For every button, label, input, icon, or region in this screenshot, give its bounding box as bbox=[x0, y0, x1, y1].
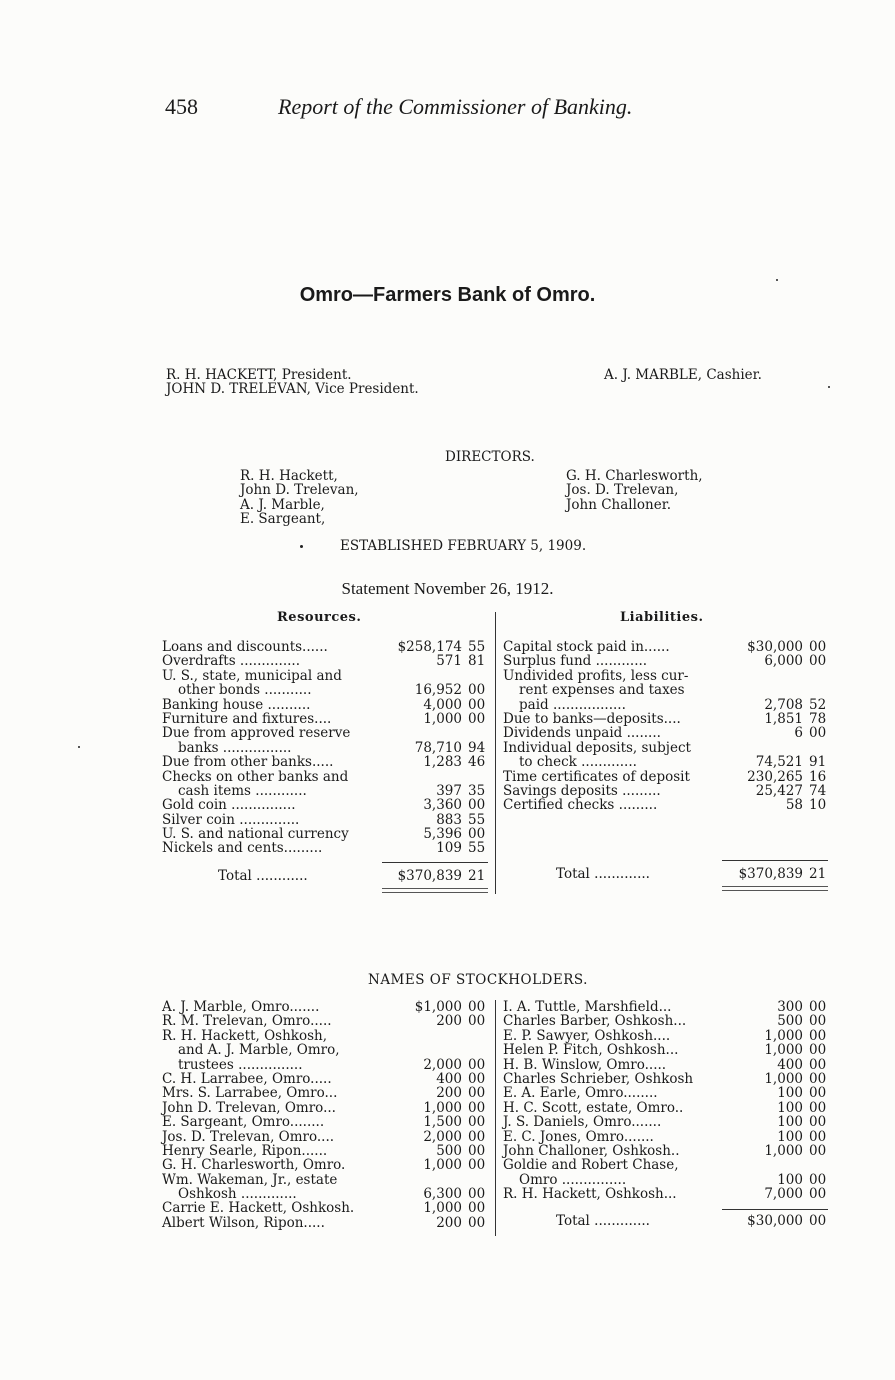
liabilities-total-double-rule bbox=[722, 886, 828, 891]
resource-row-amount: 1,283 bbox=[423, 754, 462, 771]
stockholder-row-amount: 200 bbox=[436, 1085, 462, 1102]
resource-row-label: other bonds ........... bbox=[178, 682, 312, 699]
stockholder-row-amount: $1,000 bbox=[414, 999, 462, 1015]
stockholder-row-cents: 00 bbox=[468, 1085, 486, 1102]
resource-row-cents: 00 bbox=[468, 826, 486, 843]
stockholder-row-label: Charles Barber, Oshkosh... bbox=[503, 1013, 687, 1030]
stockholder-row-label: J. S. Daniels, Omro....... bbox=[503, 1114, 662, 1131]
stockholder-row bbox=[503, 1187, 833, 1201]
resource-row-cents: 55 bbox=[468, 840, 486, 857]
liability-row-label: Certified checks ......... bbox=[503, 797, 658, 814]
resources-total-double-rule bbox=[382, 888, 488, 893]
stockholder-row-cents: 00 bbox=[468, 1099, 486, 1116]
liability-row-amount: 6 bbox=[794, 725, 803, 742]
directors-heading: DIRECTORS. bbox=[445, 449, 535, 465]
stockholder-row-label: R. M. Trelevan, Omro..... bbox=[162, 1013, 332, 1030]
stockholders-total-label: Total ............. bbox=[556, 1213, 650, 1229]
stockholder-row-cents: 00 bbox=[809, 1142, 827, 1159]
resource-row-cents: 00 bbox=[468, 710, 486, 727]
liability-row-cents: 74 bbox=[809, 782, 827, 799]
stockholder-row-label: Wm. Wakeman, Jr., estate bbox=[162, 1171, 338, 1188]
stockholders-total-cents: 00 bbox=[809, 1213, 827, 1229]
resource-row-amount: 5,396 bbox=[423, 826, 462, 843]
stockholder-row-label: R. H. Hackett, Oshkosh... bbox=[503, 1186, 677, 1203]
liability-row-label: Capital stock paid in...... bbox=[503, 639, 670, 655]
stockholder-row-label: E. C. Jones, Omro....... bbox=[503, 1128, 654, 1145]
stockholder-row-cents: 00 bbox=[468, 1200, 486, 1217]
resource-row bbox=[162, 669, 492, 683]
vice-president-line: JOHN D. TRELEVAN, Vice President. bbox=[166, 381, 419, 398]
stockholder-row bbox=[162, 1187, 492, 1201]
stockholder-row bbox=[503, 1000, 833, 1014]
resource-row bbox=[162, 683, 492, 697]
resource-row bbox=[162, 698, 492, 712]
statement-column-divider bbox=[495, 612, 496, 894]
stockholder-row bbox=[503, 1014, 833, 1028]
stockholders-total bbox=[503, 1214, 833, 1228]
resource-row-amount: 397 bbox=[436, 782, 462, 799]
stockholder-row-label: Charles Schrieber, Oshkosh bbox=[503, 1070, 694, 1087]
liabilities-total-amount: $370,839 bbox=[738, 866, 803, 882]
liability-row-label: to check ............. bbox=[519, 754, 637, 771]
resource-row bbox=[162, 755, 492, 769]
liabilities-list bbox=[503, 640, 833, 813]
stockholder-row-amount: 400 bbox=[436, 1070, 462, 1087]
liabilities-total-cents: 21 bbox=[809, 866, 827, 882]
stockholder-row bbox=[503, 1043, 833, 1057]
liability-row-cents: 00 bbox=[809, 725, 827, 742]
stockholder-row-label: C. H. Larrabee, Omro..... bbox=[162, 1070, 332, 1087]
stockholder-row-label: Albert Wilson, Ripon..... bbox=[162, 1214, 325, 1231]
stockholder-row-amount: 1,000 bbox=[764, 1070, 803, 1087]
resource-row-label: cash items ............ bbox=[178, 782, 307, 799]
stockholder-row bbox=[503, 1130, 833, 1144]
resources-list bbox=[162, 640, 492, 856]
cashier-line: A. J. MARBLE, Cashier. bbox=[604, 367, 762, 383]
stockholder-row-amount: 6,300 bbox=[423, 1186, 462, 1203]
stockholder-row bbox=[162, 1058, 492, 1072]
stockholder-row-label: Jos. D. Trelevan, Omro.... bbox=[162, 1128, 335, 1145]
stockholders-total-row bbox=[503, 1214, 833, 1228]
resource-row-amount: 109 bbox=[436, 840, 462, 857]
resource-row-cents: 00 bbox=[468, 797, 486, 814]
stockholder-row-label: Oshkosh ............. bbox=[178, 1186, 297, 1203]
resource-row-amount: 3,360 bbox=[423, 797, 462, 814]
stockholder-row-cents: 00 bbox=[468, 1186, 486, 1203]
stockholder-row-amount: 1,000 bbox=[423, 1157, 462, 1174]
resource-row-label: Silver coin .............. bbox=[162, 811, 300, 828]
stockholder-row-label: H. C. Scott, estate, Omro.. bbox=[503, 1099, 684, 1116]
stockholder-row-label: H. B. Winslow, Omro..... bbox=[503, 1056, 667, 1073]
liability-row-label: Surplus fund ............ bbox=[503, 653, 648, 670]
stockholder-row-cents: 00 bbox=[809, 1186, 827, 1203]
stockholder-row-cents: 00 bbox=[809, 1171, 827, 1188]
stockholder-row-amount: 1,500 bbox=[423, 1114, 462, 1131]
resource-row bbox=[162, 798, 492, 812]
resource-row-amount: 1,000 bbox=[423, 710, 462, 727]
stockholder-row-cents: 00 bbox=[809, 1056, 827, 1073]
stockholder-row-cents: 00 bbox=[468, 1070, 486, 1087]
resource-row-label: banks ................ bbox=[178, 739, 292, 756]
stockholder-row bbox=[503, 1072, 833, 1086]
stockholder-row-amount: 300 bbox=[777, 999, 803, 1015]
liability-row-cents: 10 bbox=[809, 797, 827, 814]
stockholder-row-amount: 200 bbox=[436, 1013, 462, 1030]
stockholder-row-amount: 400 bbox=[777, 1056, 803, 1073]
stockholder-row-label: Helen P. Fitch, Oshkosh... bbox=[503, 1042, 679, 1059]
resource-row-label: U. S., state, municipal and bbox=[162, 667, 342, 684]
liability-row bbox=[503, 770, 833, 784]
stockholder-row bbox=[162, 1000, 492, 1014]
resource-row bbox=[162, 784, 492, 798]
stockholders-heading: NAMES OF STOCKHOLDERS. bbox=[368, 972, 588, 988]
stockholder-row-amount: 1,000 bbox=[423, 1200, 462, 1217]
stockholder-row-cents: 00 bbox=[468, 1114, 486, 1131]
stockholder-row-label: trustees ............... bbox=[178, 1056, 303, 1073]
resources-total-amount: $370,839 bbox=[397, 868, 462, 884]
directors-left-list bbox=[240, 469, 359, 526]
stockholder-row-cents: 00 bbox=[468, 1214, 486, 1231]
resource-row-amount: 4,000 bbox=[423, 696, 462, 713]
stockholder-row bbox=[503, 1158, 833, 1172]
stockholder-row-label: R. H. Hackett, Oshkosh, bbox=[162, 1027, 327, 1044]
stockholder-row bbox=[162, 1014, 492, 1028]
directors-right-list bbox=[566, 469, 703, 512]
running-title: Report of the Commissioner of Banking. bbox=[278, 94, 633, 119]
stockholder-row-amount: 1,000 bbox=[764, 1142, 803, 1159]
resources-total-label: Total ............ bbox=[218, 868, 308, 884]
liabilities-total-label: Total ............. bbox=[556, 866, 650, 882]
liability-row-cents: 16 bbox=[809, 768, 827, 785]
liability-row bbox=[503, 784, 833, 798]
stockholder-row-label: Carrie E. Hackett, Oshkosh. bbox=[162, 1200, 355, 1217]
resource-row bbox=[162, 770, 492, 784]
stockholder-row bbox=[503, 1144, 833, 1158]
resource-row-label: U. S. and national currency bbox=[162, 826, 349, 843]
liability-row-cents: 00 bbox=[809, 653, 827, 670]
print-speck bbox=[78, 746, 80, 748]
resource-row-amount: 883 bbox=[436, 811, 462, 828]
resource-row-amount: 78,710 bbox=[414, 739, 462, 756]
stockholder-row-label: E. Sargeant, Omro........ bbox=[162, 1114, 325, 1131]
resource-row-cents: 00 bbox=[468, 682, 486, 699]
liabilities-total bbox=[503, 867, 833, 881]
stockholder-row bbox=[162, 1144, 492, 1158]
print-speck bbox=[828, 386, 830, 388]
resource-row-cents: 81 bbox=[468, 653, 486, 670]
stockholder-row-cents: 00 bbox=[468, 1157, 486, 1174]
liability-row bbox=[503, 640, 833, 654]
stockholder-row-cents: 00 bbox=[809, 1099, 827, 1116]
liability-row-amount: 58 bbox=[785, 797, 803, 814]
stockholder-row-cents: 00 bbox=[809, 1114, 827, 1131]
director-name: Jos. D. Trelevan, bbox=[566, 482, 679, 499]
stockholder-row-amount: 100 bbox=[777, 1128, 803, 1145]
liabilities-total-rule bbox=[722, 860, 828, 861]
liability-row-cents: 91 bbox=[809, 754, 827, 771]
stockholder-row-amount: 100 bbox=[777, 1085, 803, 1102]
liability-row-amount: 1,851 bbox=[764, 710, 803, 727]
resource-row bbox=[162, 712, 492, 726]
stockholder-row-cents: 00 bbox=[809, 1070, 827, 1087]
resource-row-cents: 94 bbox=[468, 739, 486, 756]
resources-total-row bbox=[162, 869, 492, 883]
liability-row-label: Individual deposits, subject bbox=[503, 739, 691, 756]
resource-row-amount: 16,952 bbox=[414, 682, 462, 699]
resource-row-cents: 46 bbox=[468, 754, 486, 771]
resource-row bbox=[162, 841, 492, 855]
stockholders-total-amount: $30,000 bbox=[747, 1213, 803, 1229]
stockholder-row-cents: 00 bbox=[809, 1013, 827, 1030]
liability-row bbox=[503, 726, 833, 740]
liability-row bbox=[503, 798, 833, 812]
director-name: John Challoner. bbox=[566, 496, 672, 513]
stockholder-row-label: G. H. Charlesworth, Omro. bbox=[162, 1157, 346, 1174]
stockholder-row-cents: 00 bbox=[809, 1085, 827, 1102]
resource-row-cents: 55 bbox=[468, 639, 486, 655]
stockholder-row bbox=[503, 1086, 833, 1100]
liability-row-cents: 00 bbox=[809, 639, 827, 655]
stockholder-row bbox=[503, 1029, 833, 1043]
bank-title: Omro—Farmers Bank of Omro. bbox=[299, 284, 596, 306]
resource-row-cents: 00 bbox=[468, 696, 486, 713]
stockholder-row-amount: 100 bbox=[777, 1114, 803, 1131]
director-name: A. J. Marble, bbox=[240, 496, 325, 513]
stockholder-row-amount: 1,000 bbox=[423, 1099, 462, 1116]
stockholders-left-list bbox=[162, 1000, 492, 1230]
stockholder-row-cents: 00 bbox=[809, 1042, 827, 1059]
resource-row bbox=[162, 813, 492, 827]
director-name: R. H. Hackett, bbox=[240, 468, 338, 484]
liabilities-total-row bbox=[503, 867, 833, 881]
resource-row bbox=[162, 726, 492, 740]
resource-row-cents: 55 bbox=[468, 811, 486, 828]
stockholder-row-label: John Challoner, Oshkosh.. bbox=[503, 1142, 680, 1159]
liability-row bbox=[503, 755, 833, 769]
statement-title: Statement November 26, 1912. bbox=[341, 579, 554, 598]
stockholder-row bbox=[162, 1130, 492, 1144]
stockholder-row-cents: 00 bbox=[809, 999, 827, 1015]
liability-row-label: Dividends unpaid ........ bbox=[503, 725, 661, 742]
resource-row bbox=[162, 640, 492, 654]
stockholder-row-amount: 500 bbox=[436, 1142, 462, 1159]
resources-total-rule bbox=[382, 862, 488, 863]
stockholder-row-cents: 00 bbox=[468, 1056, 486, 1073]
president-line: R. H. HACKETT, President. bbox=[166, 367, 352, 383]
liability-row-label: Time certificates of deposit bbox=[503, 768, 690, 785]
liability-row bbox=[503, 741, 833, 755]
liability-row bbox=[503, 683, 833, 697]
stockholder-row-amount: 100 bbox=[777, 1099, 803, 1116]
director-name: G. H. Charlesworth, bbox=[566, 468, 703, 484]
stockholder-row bbox=[162, 1173, 492, 1187]
liabilities-heading: Liabilities. bbox=[620, 610, 704, 625]
liability-row-label: Undivided profits, less cur- bbox=[503, 667, 689, 684]
established-line: ESTABLISHED FEBRUARY 5, 1909. bbox=[340, 538, 587, 554]
liability-row-amount: 2,708 bbox=[764, 696, 803, 713]
stockholder-row-cents: 00 bbox=[468, 1128, 486, 1145]
stockholder-row bbox=[503, 1101, 833, 1115]
stockholder-row-label: A. J. Marble, Omro....... bbox=[162, 999, 320, 1015]
resources-total-cents: 21 bbox=[468, 868, 486, 884]
liability-row-amount: 230,265 bbox=[747, 768, 803, 785]
stockholder-row bbox=[162, 1115, 492, 1129]
resource-row-label: Due from other banks..... bbox=[162, 754, 334, 771]
liability-row bbox=[503, 698, 833, 712]
liability-row-label: paid ................. bbox=[519, 696, 626, 713]
liability-row-amount: $30,000 bbox=[747, 639, 803, 655]
resource-row bbox=[162, 654, 492, 668]
stockholder-row bbox=[162, 1201, 492, 1215]
resource-row-label: Loans and discounts...... bbox=[162, 639, 328, 655]
liability-row-amount: 74,521 bbox=[755, 754, 803, 771]
stockholder-row-label: E. A. Earle, Omro........ bbox=[503, 1085, 658, 1102]
stockholder-row-cents: 00 bbox=[468, 1013, 486, 1030]
stockholder-row bbox=[503, 1115, 833, 1129]
stockholder-row bbox=[162, 1216, 492, 1230]
resource-row-label: Furniture and fixtures.... bbox=[162, 710, 332, 727]
stockholder-row-label: Henry Searle, Ripon...... bbox=[162, 1142, 328, 1159]
stockholder-row-label: and A. J. Marble, Omro, bbox=[178, 1042, 340, 1059]
stockholder-row-label: Omro ............... bbox=[519, 1171, 627, 1188]
stockholders-column-divider bbox=[495, 1000, 496, 1236]
stockholder-row-cents: 00 bbox=[468, 999, 486, 1015]
stockholder-row-amount: 2,000 bbox=[423, 1128, 462, 1145]
liability-row-cents: 78 bbox=[809, 710, 827, 727]
resource-row-label: Checks on other banks and bbox=[162, 768, 349, 785]
stockholder-row-cents: 00 bbox=[809, 1128, 827, 1145]
liability-row bbox=[503, 712, 833, 726]
stockholder-row-cents: 00 bbox=[809, 1027, 827, 1044]
director-name: E. Sargeant, bbox=[240, 510, 326, 527]
print-speck bbox=[300, 545, 303, 548]
resource-row-label: Nickels and cents......... bbox=[162, 840, 323, 857]
resources-total bbox=[162, 869, 492, 883]
stockholder-row bbox=[162, 1029, 492, 1043]
stockholder-row bbox=[162, 1101, 492, 1115]
liability-row-label: Due to banks—deposits.... bbox=[503, 710, 681, 727]
stockholder-row-label: John D. Trelevan, Omro... bbox=[162, 1099, 336, 1116]
liability-row-amount: 6,000 bbox=[764, 653, 803, 670]
resource-row-label: Overdrafts .............. bbox=[162, 653, 300, 670]
page-number: 458 bbox=[165, 94, 198, 119]
stockholder-row-label: Goldie and Robert Chase, bbox=[503, 1157, 679, 1174]
resource-row-label: Gold coin ............... bbox=[162, 797, 296, 814]
liability-row-amount: 25,427 bbox=[755, 782, 803, 799]
stockholders-total-rule bbox=[722, 1209, 828, 1210]
stockholder-row bbox=[162, 1072, 492, 1086]
stockholder-row bbox=[503, 1058, 833, 1072]
liability-row-label: rent expenses and taxes bbox=[519, 682, 685, 699]
stockholder-row-amount: 1,000 bbox=[764, 1027, 803, 1044]
print-speck bbox=[776, 279, 778, 281]
stockholder-row bbox=[162, 1043, 492, 1057]
liability-row bbox=[503, 654, 833, 668]
resource-row-amount: $258,174 bbox=[397, 639, 462, 655]
resource-row-cents: 35 bbox=[468, 782, 486, 799]
liability-row bbox=[503, 669, 833, 683]
resource-row-label: Due from approved reserve bbox=[162, 725, 351, 742]
stockholder-row-amount: 200 bbox=[436, 1214, 462, 1231]
stockholder-row bbox=[162, 1086, 492, 1100]
resource-row-amount: 571 bbox=[436, 653, 462, 670]
stockholder-row-amount: 100 bbox=[777, 1171, 803, 1188]
stockholder-row-cents: 00 bbox=[468, 1142, 486, 1159]
director-name: John D. Trelevan, bbox=[240, 482, 359, 499]
stockholder-row-amount: 2,000 bbox=[423, 1056, 462, 1073]
officers-block bbox=[166, 368, 419, 397]
stockholders-right-list bbox=[503, 1000, 833, 1201]
stockholder-row bbox=[162, 1158, 492, 1172]
stockholder-row-label: I. A. Tuttle, Marshfield... bbox=[503, 999, 672, 1015]
stockholder-row bbox=[503, 1173, 833, 1187]
resources-heading: Resources. bbox=[277, 610, 362, 625]
stockholder-row-amount: 7,000 bbox=[764, 1186, 803, 1203]
stockholder-row-amount: 500 bbox=[777, 1013, 803, 1030]
stockholder-row-label: Mrs. S. Larrabee, Omro... bbox=[162, 1085, 338, 1102]
resource-row-label: Banking house .......... bbox=[162, 696, 311, 713]
liability-row-label: Savings deposits ......... bbox=[503, 782, 661, 799]
resource-row bbox=[162, 827, 492, 841]
resource-row bbox=[162, 741, 492, 755]
stockholder-row-label: E. P. Sawyer, Oshkosh.... bbox=[503, 1027, 671, 1044]
stockholder-row-amount: 1,000 bbox=[764, 1042, 803, 1059]
liability-row-cents: 52 bbox=[809, 696, 827, 713]
